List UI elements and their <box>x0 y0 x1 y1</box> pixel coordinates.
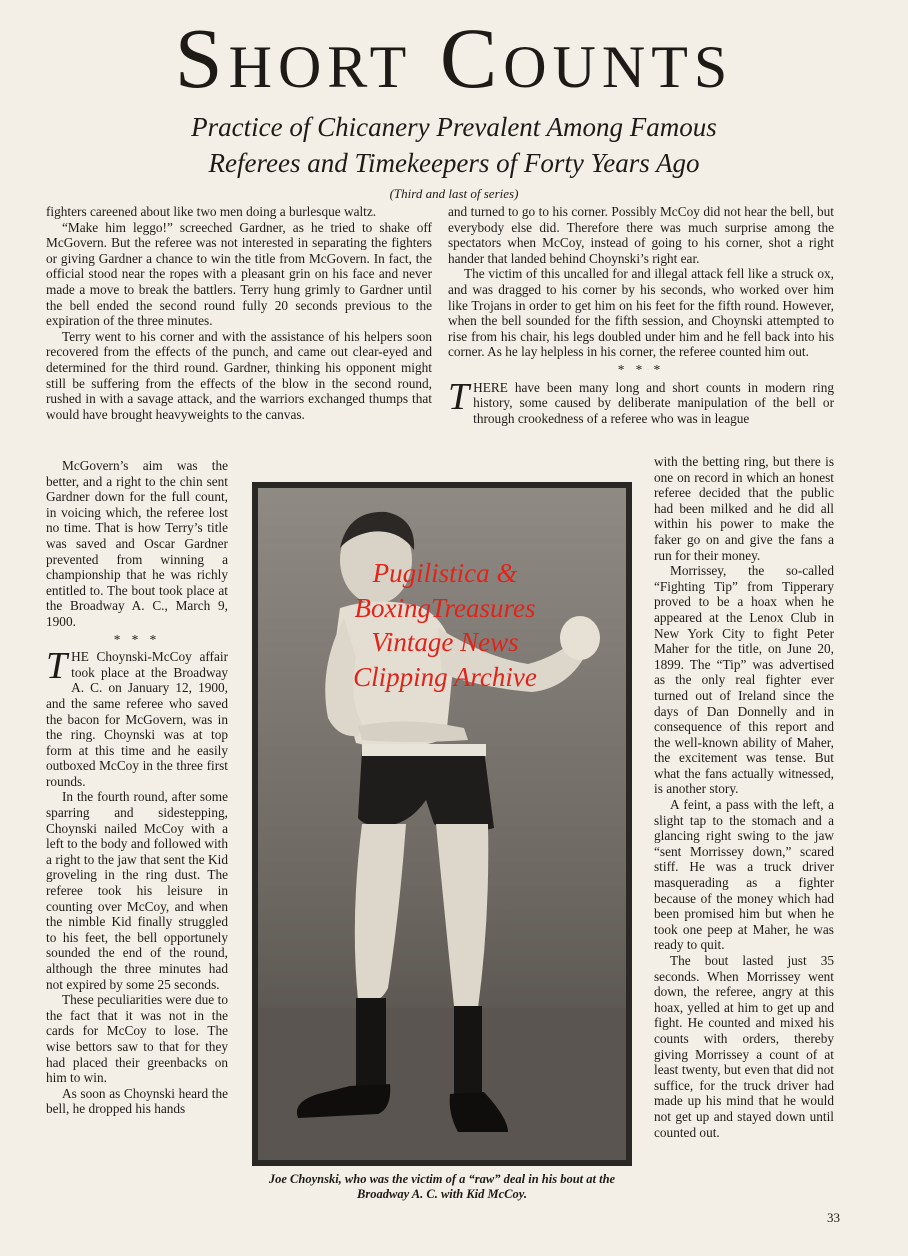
page-number: 33 <box>827 1210 840 1225</box>
column-1 <box>46 204 432 422</box>
paragraph: with the betting ring, but there is one on record in which an honest referee decided that the public had been milked and he did all within his power to make the faker go on and give the fans a run for their money. <box>654 454 834 563</box>
section-divider: * * * <box>617 361 665 377</box>
watermark-line: BoxingTreasures <box>354 592 536 623</box>
photo-caption: Joe Choynski, who was the victim of a “raw” deal in his bout at the Broadway A. C. with Kid McCoy. <box>268 1172 616 1201</box>
column-3 <box>46 458 228 1117</box>
paragraph-drop-cap <box>448 375 834 427</box>
paragraph: and turned to go to his corner. Possibly McCoy did not hear the bell, but everybody else did. Therefore there was much surprise among the spectators when McCoy, instead of going to his corner, shot a right hander that landed behind Choynski’s right ear. <box>448 204 834 266</box>
subheadline-line-1: Practice of Chicanery Prevalent Among Famous <box>191 112 717 142</box>
paragraph: Morrissey, the so-called “Fighting Tip” from Tipperary proved to be a hoax when he appeared at the Lenox Club in New York City to fight Peter Maher for the title, on June 20, 1899. The “Tip” was advertised as the only real fighter ever turned out of Ireland since the days of Dan Donnelly and in consequence of this report and the well-known ability of Maher, the excitement was tense. But what the fans actually witnessed, is another story. <box>654 563 834 797</box>
subheadline-line-2: Referees and Timekeepers of Forty Years Ago <box>208 148 700 178</box>
paragraph-text: HERE have been many long and short counts in modern ring history, some caused by deliberate manipulation of the bell or through crookedness of a referee who was in league <box>473 379 834 426</box>
drop-cap: T <box>46 645 68 688</box>
drop-cap: T <box>448 375 470 418</box>
paragraph: In the fourth round, after some sparring and sidestepping, Choynski nailed McCoy with a left to the body and followed with a right to the jaw that sent the Kid groveling in the ring dust. The referee took his leisure in counting over McCoy, and when the nimble Kid finally struggled to his feet, the bell opportunely sounded the end of the round, although the three minutes had not expired by some 25 seconds. <box>46 789 228 992</box>
paragraph: fighters careened about like two men doing a burlesque waltz. <box>46 204 377 219</box>
paragraph: As soon as Choynski heard the bell, he dropped his hands <box>46 1085 228 1117</box>
watermark-line: Clipping Archive <box>353 661 537 692</box>
column-4 <box>654 454 834 1140</box>
watermark-line: Vintage News <box>371 627 519 657</box>
headline: Short Counts <box>174 10 734 106</box>
paragraph: “Make him leggo!” screeched Gardner, as he tried to shake off McGovern. But the referee was not interested in separating the fighters or giving Gardner a chance to win the title from McGovern. In fact, the official stood near the ropes with a pleasant grin on his face and never made a move to break the battlers. Terry hung grimly to Gardner until the bell ended the second round fully 20 seconds previous to the expiration of the three minutes. <box>46 219 432 329</box>
section-divider: * * * <box>113 631 161 647</box>
watermark <box>300 556 590 694</box>
paragraph: These peculiarities were due to the fact that it was not in the cards for McCoy to lose. The wise bettors saw to that for they had placed their greenbacks on him to win. <box>46 992 228 1086</box>
column-2 <box>448 204 834 426</box>
watermark-line: Pugilistica & <box>372 558 518 588</box>
series-note: (Third and last of series) <box>389 186 519 201</box>
paragraph: The bout lasted just 35 seconds. When Morrissey went down, the referee, angry at this hoax, yelled at him to get up and fight. He counted and mixed his counts with orders, thereby giving Morrissey a count of at least twenty, but even that did not suffice, for the truck driver had made up his mind that he would not get up and stayed down until counted out. <box>654 953 834 1140</box>
paragraph-drop-cap <box>46 645 228 789</box>
paragraph: The victim of this uncalled for and illegal attack fell like a struck ox, and was dragged to his corner by his seconds, who worked over him like Trojans in order to get him on his feet for the fifth round. However, when the bell sounded for the fifth session, and Choynski attempted to rise from his chair, his legs doubled under him and he fell back into his corner. As he lay helpless in his corner, the referee counted him out. <box>448 266 834 360</box>
paragraph-text: HE Choynski-McCoy affair took place at the Broadway A. C. on January 12, 1900, and the same referee who saved the bacon for McGovern, was in the ring. Choynski was at top form at this time and he easily outboxed McCoy in the three first rounds. <box>46 649 228 789</box>
paragraph: A feint, a pass with the left, a slight tap to the stomach and a glancing right swing to the jaw “sent Morrissey down,” scared stiff. He was a truck driver masquerading as a fighter because of the money which had been promised him but when he took one peep at Maher, he was ready to quit. <box>654 797 834 953</box>
paragraph: Terry went to his corner and with the assistance of his helpers soon recovered from the effects of the punch, and came out clear-eyed and determined for the third round. Gardner, thinking his opponent might still be suffering from the effects of the blow in the second round, rushed in with a savage attack, and the warriors exchanged thumps that would have brought heavyweights to the canvas. <box>46 328 432 422</box>
paragraph: McGovern’s aim was the better, and a right to the chin sent Gardner down for the full count, in voicing which, the referee lost no time. That is how Terry’s title was saved and Oscar Gardner prevented from winning a championship that he was richly entitled to. The bout took place at the Broadway A. C., March 9, 1900. <box>46 458 228 629</box>
